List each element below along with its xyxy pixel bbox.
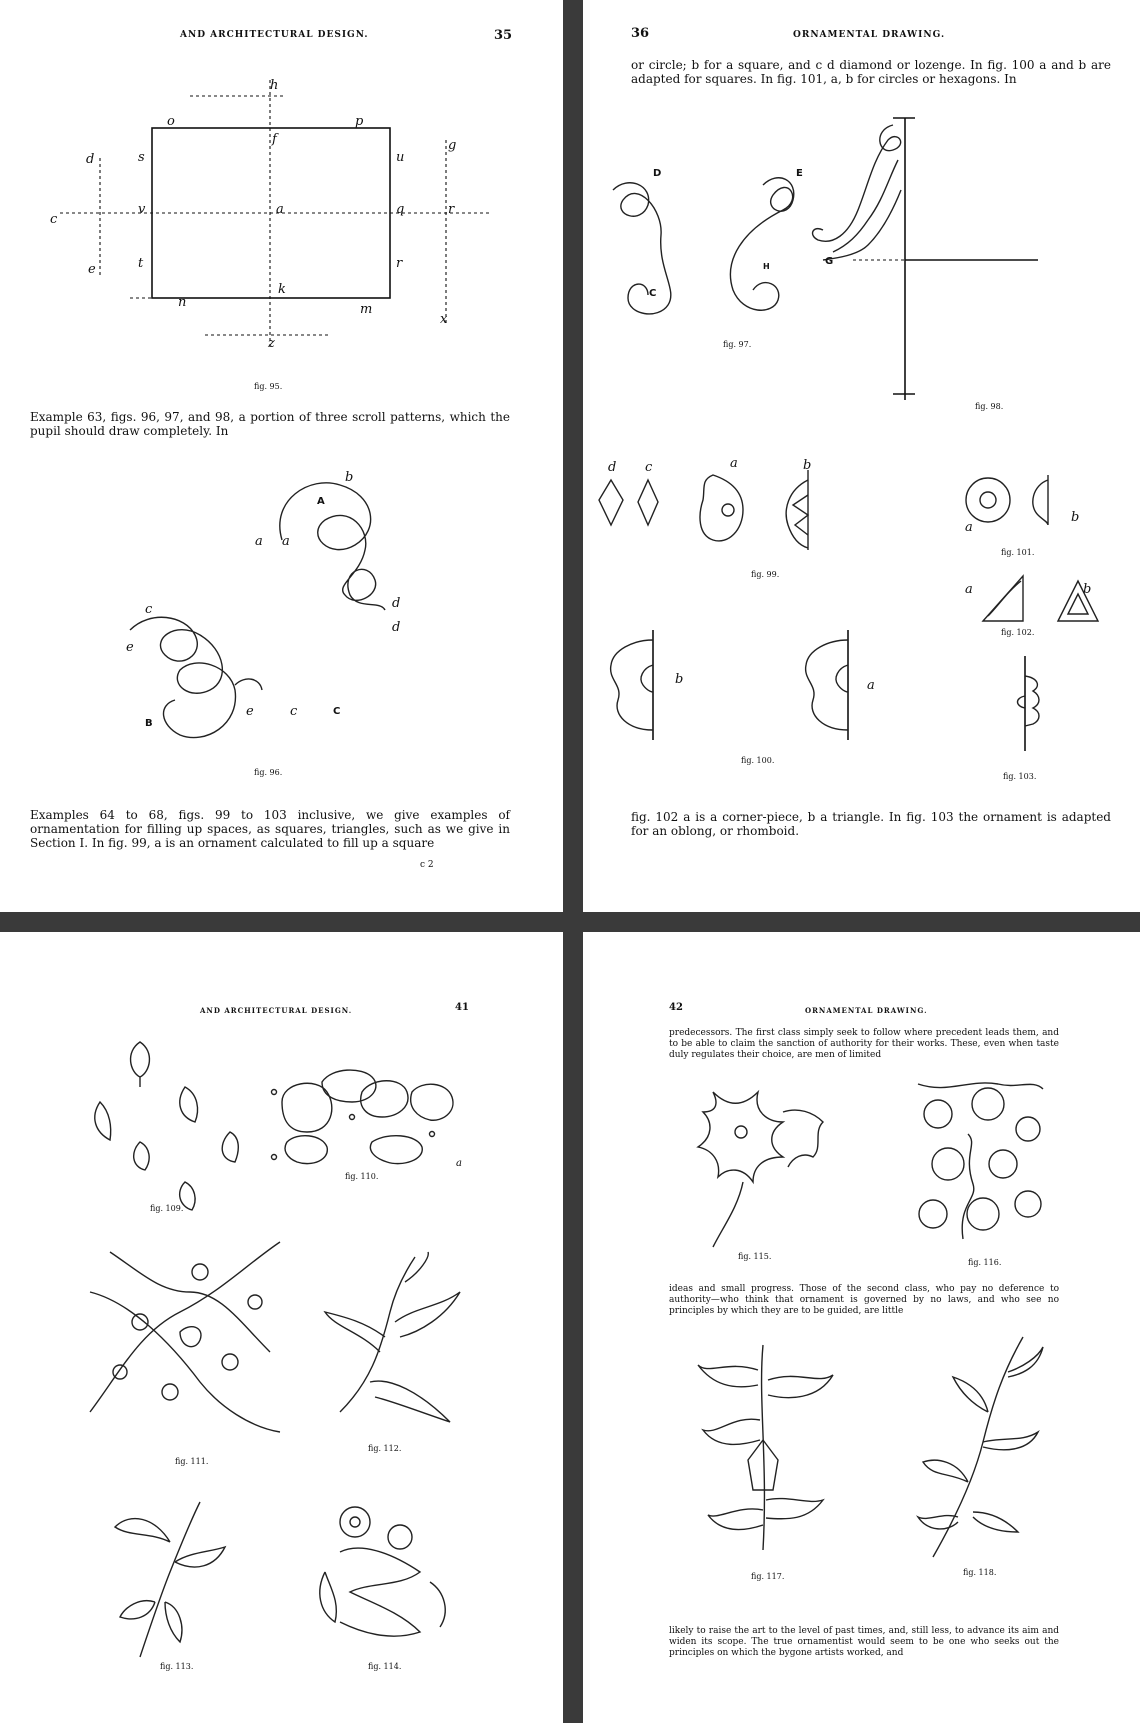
fig113-caption: fig. 113. [160,1662,194,1671]
fig100-label-a: a [867,678,875,693]
paragraph-1: predecessors. The first class simply seek to follow where precedent leads them, and to be able to claim the sanction of authority for their works. These, even when taste duly regulates their choice, are men of limited [669,1028,1059,1060]
fig95-label-u: u [396,150,405,165]
page-41 [0,932,563,1723]
fig117-caption: fig. 117. [751,1572,785,1581]
fig118-caption: fig. 118. [963,1568,997,1577]
intro-text: or circle; b for a square, and c d diamond or lozenge. In fig. 100 a and b are adapted for squares. In fig. 101, a, b for circles or hexagons. In [631,58,1111,86]
signature-mark: c 2 [420,860,434,870]
page-number: 36 [631,26,650,41]
fig95-label-q: q [396,202,405,217]
fig115-flower [673,1082,843,1252]
fig95-label-k: k [278,282,286,297]
fig99-label-b: b [803,458,812,473]
fig102-caption: fig. 102. [1001,628,1035,637]
fig114-caption: fig. 114. [368,1662,402,1671]
fig95-label-p: p [355,114,364,129]
fig95-label-c: c [50,212,58,227]
fig99-caption: fig. 99. [751,570,780,579]
page-42 [583,932,1140,1723]
fig116-caption: fig. 116. [968,1258,1002,1267]
fig100-caption: fig. 100. [741,756,775,765]
fig101-label-b: b [1071,510,1080,525]
paragraph-2: ideas and small progress. Those of the second class, who pay no deference to authority—who think that ornament is governed by no laws, and who see no principles by which they are to be guided, are little [669,1284,1059,1316]
fig96-label-B: B [145,718,153,729]
fig100-ornaments [583,630,843,740]
fig97-label-E: E [796,168,803,179]
fig101-label-a: a [965,520,973,535]
fig96-label-d-1: d [392,596,401,611]
examples-64-68-text: Examples 64 to 68, figs. 99 to 103 inclusive, we give examples of ornamentation for filling up spaces, as squares, triangles, such as we give in Section I. In fig. 99, a is an ornament calculated to fill up a square [30,808,510,850]
fig95-label-f: f [272,132,277,147]
fig95-label-o: o [167,114,175,129]
fig95-label-r: r [448,202,455,217]
fig95-label-r-lower: r [396,256,403,271]
fig96-label-b: b [345,470,354,485]
fig109-leaves [80,1032,270,1212]
fig112-foliage [320,1252,470,1432]
fig95-label-a: a [276,202,284,217]
fig96-label-a-1: a [255,534,263,549]
fig112-caption: fig. 112. [368,1444,402,1453]
fig98-corner-ornament [853,100,1113,400]
fig95-diagram [0,0,563,380]
fig111-caption: fig. 111. [175,1457,209,1466]
page-number: 42 [669,1002,683,1013]
fig95-label-s: s [138,150,145,165]
fig96-label-c-1: c [145,602,153,617]
fig95-label-z: z [268,336,275,351]
fig98-label-G: G [825,256,834,267]
fig113-leaves [110,1492,230,1662]
fig95-label-e: e [88,262,96,277]
fig97-label-H: H [763,262,770,271]
fig95-label-m: m [360,302,373,317]
fig103-ornament [1003,656,1063,756]
fig97-caption: fig. 97. [723,340,752,349]
fig95-label-v: v [138,202,146,217]
fig110-caption: fig. 110. [345,1172,379,1181]
fig95-label-d: d [86,152,95,167]
fig114-flowers [310,1492,460,1652]
fig100-label-b: b [675,672,684,687]
fig99-ornaments [583,470,863,590]
fig109-caption: fig. 109. [150,1204,184,1213]
running-header: AND ARCHITECTURAL DESIGN. [180,30,369,40]
fig101-ornaments [963,470,1113,550]
example-63-text: Example 63, figs. 96, 97, and 98, a portion of three scroll patterns, which the pupil should draw completely. In [30,410,510,438]
fig102-label-b: b [1083,582,1092,597]
fig95-caption: fig. 95. [254,382,283,391]
fig98-caption: fig. 98. [975,402,1004,411]
fig95-label-t: t [138,256,144,271]
fig110-label-a: a [456,1158,462,1169]
page-number: 41 [455,1002,469,1013]
fig97-label-D: D [653,168,662,179]
closing-text: fig. 102 a is a corner-piece, b a triangle. In fig. 103 the ornament is adapted for an oblong, or rhomboid. [631,810,1111,838]
paragraph-3: likely to raise the art to the level of past times, and, still less, to advance its aim and widen its scope. The true ornamentist would seem to be one who seeks out the principles on which the bygone artists worked, and [669,1626,1059,1658]
fig116-floral-panel [908,1074,1048,1254]
fig102-ornaments [963,566,1113,636]
fig117-foliage [688,1340,838,1560]
fig96-label-e-1: e [126,640,134,655]
fig111-floral-pattern [80,1232,290,1442]
fig102-label-a: a [965,582,973,597]
fig97-label-C: C [649,288,657,299]
fig103-caption: fig. 103. [1003,772,1037,781]
fig115-caption: fig. 115. [738,1252,772,1261]
fig99-label-a: a [730,456,738,471]
fig99-label-c: c [645,460,653,475]
page-number: 35 [494,28,513,43]
fig96-label-a-2: a [282,534,290,549]
page-36 [583,0,1140,912]
fig97-scrolls [583,140,843,370]
fig118-vine [913,1332,1053,1562]
fig96-label-C: C [333,706,341,717]
fig96-label-d-2: d [392,620,401,635]
page-35 [0,0,563,912]
running-header: AND ARCHITECTURAL DESIGN. [200,1006,353,1015]
fig101-caption: fig. 101. [1001,548,1035,557]
fig95-label-h: h [270,78,279,93]
fig96-label-e-2: e [246,704,254,719]
fig96-label-c-2: c [290,704,298,719]
fig96-scrolls [0,460,563,760]
fig95-label-n: n [178,295,187,310]
fig96-label-A: A [317,496,325,507]
fig95-label-x: x [440,312,448,327]
fig95-label-g: g [448,138,457,153]
running-header: ORNAMENTAL DRAWING. [793,30,946,40]
running-header: ORNAMENTAL DRAWING. [805,1006,928,1015]
fig96-caption: fig. 96. [254,768,283,777]
fig110-paisley [262,1062,472,1182]
fig99-label-d: d [608,460,617,475]
